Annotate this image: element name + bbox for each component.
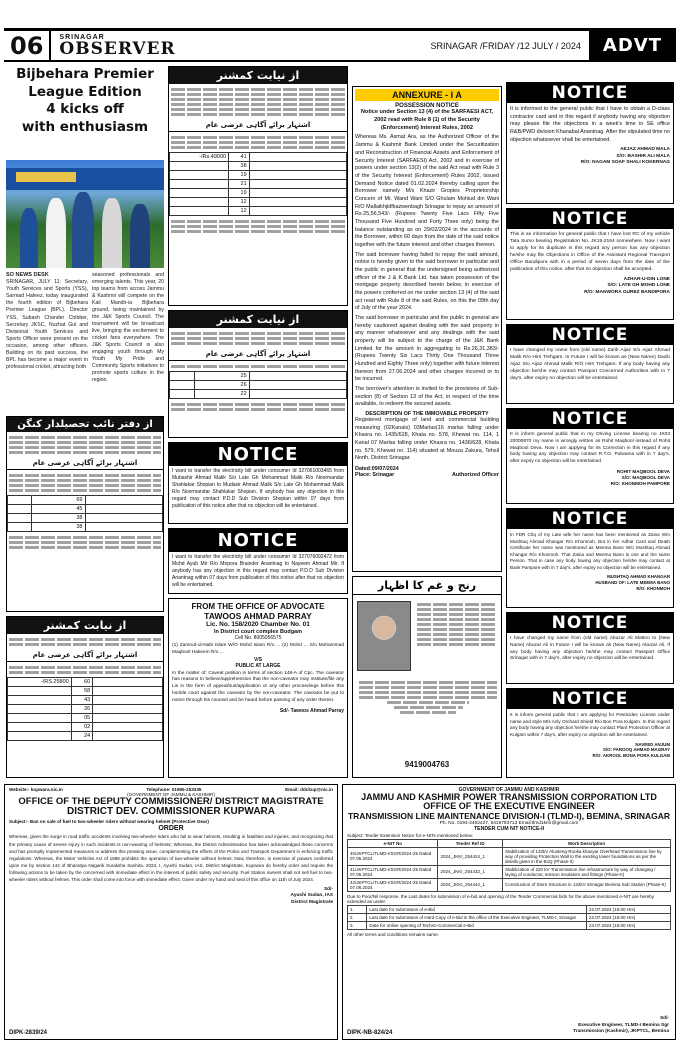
advocate-license: Lic. No. 158/2020 Chamber No. 01 <box>206 621 310 628</box>
urdu-notice-title: از نیابت کمشنر <box>169 311 347 328</box>
table-header: e-NIT No <box>348 839 438 847</box>
table-cell: Rs.49000/- <box>170 153 229 162</box>
table-header: Tender Ref ID <box>438 839 503 847</box>
table-row <box>348 905 671 913</box>
notice-title: NOTICE <box>507 325 673 345</box>
table-cell: Date for online opening of Techno-Commercial e-Bid <box>367 921 587 929</box>
table-header: Work Description <box>503 839 671 847</box>
notice-title: NOTICE <box>169 529 347 552</box>
notice-body: I want to transfer the electricity bill under consumer Id 327076092472 from Mohd Ayub Mir R/o Mirpora Brainder Anantnag to Nayeem Ahmad Mir. If anybody has any objection in this regard may contact P.D.D Sub Division Anantnag within 07 days from publication of this notice after that no objection will be entertained. <box>172 554 344 589</box>
notice-title: NOTICE <box>169 443 347 466</box>
section-label: ADVT <box>589 31 676 60</box>
notice-sign: R/O: NAGAM SOAF SHALI KOKERNAG <box>580 160 670 166</box>
notice-title: NOTICE <box>507 689 673 709</box>
table-cell: 41/JKPTCL/TLMD-I/SGR/2024-25 Dated 07.06.2024 <box>348 865 438 878</box>
table-cell: 26 <box>194 381 249 390</box>
jkptcl-title2: OFFICE OF THE EXECUTIVE ENGINEER <box>423 801 595 812</box>
urdu-notice-table <box>169 371 347 399</box>
jkptcl-sign: Executive Engineer, TLMD-I Bemina Sgr <box>578 1022 669 1028</box>
table-cell: 22 <box>194 390 249 399</box>
kupwara-subject: Subject:- Ban on sale of fuel to two-wheeler riders without wearing helmet (Protective Gear) <box>9 819 209 825</box>
urdu-notice-title: از نیابت کمشنر <box>7 617 163 634</box>
table-cell: 2. <box>348 913 367 921</box>
page-header <box>4 28 676 62</box>
kupwara-dipk: DIPK-2839/24 <box>9 1030 48 1036</box>
table-cell: 38 <box>32 523 85 532</box>
masthead <box>59 34 175 58</box>
kupwara-website: Website:- kupwara.nic.in <box>9 787 63 792</box>
notice-fdr-name <box>506 508 674 608</box>
notice-title: NOTICE <box>507 509 673 529</box>
headline-line: League Edition <box>28 83 142 100</box>
urdu-notice-subtitle: اشتہار برائے آگاہی عرضی عام <box>169 119 347 132</box>
jkptcl-nit: TENDER CUM NIT NOTICE-II <box>473 825 545 832</box>
table-cell: 60 <box>71 678 93 687</box>
notice-name-change-1 <box>506 324 674 404</box>
notice-sign: R/O: AKROOL BONA PORA KULGAM <box>592 753 670 759</box>
annexure-body: Whereas Ms. Asmat Ara, as the Authorized Officer of the Jammu & Kashmir Bank Limited under the Securitization and Reconstruction of Financial Assets and Enforcement of Security Interest (SARFAESI) Act, 2002 and in exercise of powers under section 13(2) of the said Act read with Rule 3 of the Security Interest (Enforcement) Rules 2002, issued Demand Notice dated 01.02.2024 thereby calling upon the Borrower namely M/s Khazir Gropies Proprietorship Concern of Mr. Wand Wani S/O Ghulam Mohiud din Wani R/O Mallaikhjidfkazwenbagh Srinagar to repay an amount of Rs.25,56,543/- (Rupees Twenty Five Lacs Fifty Five Thousand Five Hundred and Forty Three only) being the balance outstanding as on 29/02/2024 in the accounts of the Borrower, within 60 days from the date of the said notice together with the future interest and other charges thereon. <box>355 134 499 248</box>
right-notices-column <box>506 82 674 778</box>
jkptcl-dates-table <box>347 905 671 930</box>
table-cell: 19 <box>229 189 250 198</box>
table-cell: 38 <box>32 514 85 523</box>
advocate-parties: (1) Zamrud-ul-Nabi Islam W/O Mohd Islam R/o ... (2) Mohd ... S/o Mohammad Maqbool Hakeem R/o ... <box>172 643 344 655</box>
notice-body: This is an information for general public that I have lost RC of my vehicle Tata Sumo bearing Registration No. JK15-2164 somewhere. Now I want to apply for its duplicate in this regard any person has any objection he/she may file Objections in Office of the Assistant Regional Transport Office Bandipora with in a period of seven days from the date of the publication of this notice, after that no objection shall be accepted. <box>510 232 670 272</box>
table-cell: 45 <box>32 505 85 514</box>
table-cell: 02 <box>71 723 93 732</box>
table-cell: 42/JKPTCL/TLMD-I/SGR/2024-25 Dated 07.06.2024 <box>348 878 438 891</box>
notice-sign: S/O: LATE GH MOHD LONE <box>607 283 670 289</box>
kupwara-body: Whereas, given the surge in road traffic accidents involving two-wheeler riders who fail to wear helmets, resulting in fatalities and injuries, and recognizing that the primary cause of severe injury in such incidents is non-wearing of helmets; Whereas, the District Administration has taken acknowledged these concerns and has promptly implemented measures to address this pressing issue, complementing the efforts of the Police and Transport Department in enforcing traffic regulations. Whereas, the Motor Vehicles Act of 1988 prohibits the operation of two-wheeler without helmet; Now, therefore, in exercise of powers conferred upon me by section 144 of Bharatiya Nagarik Suraksha Sanhita, 2023, I, Ayushi Sudan, IAS, District Magistrate, Kupwara do hereby order and require the following actions to be taken by the concerned with immediate effect in the interest of public safety and security. Fuel Station owners shall not sell fuel to two-wheeler riders without helmet. This order shall come into force with immediate effect. Given under my hand and seal of this office on 11th of July 2024. <box>9 834 333 883</box>
notice-title: NOTICE <box>507 613 673 633</box>
table-cell: Last date for submission of e-Bid <box>367 905 587 913</box>
kupwara-order-label: ORDER <box>158 825 184 833</box>
kupwara-title2: DISTRICT DEV. COMMISSIONER KUPWARA <box>67 805 275 817</box>
table-cell: Last date for submission of Hard Copy of e-Bid in the office of the Executive Engineer, TLMD-I, Srinagar <box>367 913 587 921</box>
kupwara-telephone: Telephone: 01955-253335 <box>146 787 202 792</box>
notice-sign: MUSHTAQ AHMAD KHANGAR <box>607 574 670 580</box>
notice-driving-license <box>506 408 674 504</box>
urdu-notice-table <box>169 152 347 216</box>
obituary-notice <box>352 576 502 778</box>
annexure-title: ANNEXURE - I A <box>355 89 499 101</box>
masthead-title: OBSERVER <box>59 38 176 59</box>
annexure-body: The borrower's attention is invited to the provisions of Sub-section (8) of Section 13 of the Act, in respect of the time available, to redeem the secured assets. <box>355 385 499 408</box>
urdu-notice-3 <box>6 416 164 612</box>
advocate-title: FROM THE OFFICE OF ADVOCATE <box>191 602 325 611</box>
annexure-signatory: Authorized Officer <box>451 472 499 479</box>
table-cell: 58 <box>71 687 93 696</box>
urdu-notice-text <box>169 84 347 119</box>
kupwara-email: Email: ddckup@nic.in <box>285 787 333 792</box>
urdu-notice-subtitle: اشتہار برائے آگاہی عرضی عام <box>7 457 163 470</box>
table-cell: 2024_JKKI_254424_1 <box>438 847 503 865</box>
table-cell: 21 <box>229 180 250 189</box>
article-photo <box>6 160 164 268</box>
kupwara-sign: District Magistrate <box>291 899 333 905</box>
advocate-body: In the matter of: Caveat petition in terms of section 148-A of Cpc. The caveator has reasons to believe/apprehension that the non-caveator may institute/file any Lis in the form of appeal/suit/application or any other proceedings before this honble court against the caveator by the non-caveator. The caveator be put to notice through his counsel and be heard before passing of any order therein. <box>172 670 344 703</box>
jkptcl-subject: Subject: Tender Extension Notice for e-NITs mentioned below: <box>347 832 474 838</box>
notice-sign: S/O: BASHIR ALI MALA <box>616 153 670 159</box>
table-cell: Stabilization of 132kV Alusteng-Rooka khanyar Overhead Transmission line by way of providing Protection Wall to the existing tower foundations as per the details given in the BoQ (Phase-II) <box>503 847 671 865</box>
notice-title: NOTICE <box>507 209 673 229</box>
table-cell: 40/JKPTCL/TLMD-I/SGR/2024-25 Dated 07.06.2024 <box>348 847 438 865</box>
dateline: SRINAGAR /FRIDAY /12 JULY / 2024 <box>430 40 581 51</box>
table-cell: 12 <box>229 198 250 207</box>
notice-sign: NAVEED ANJUM <box>635 741 670 747</box>
advocate-public: PUBLIC AT LARGE <box>235 662 281 669</box>
urdu-notice-table <box>7 677 163 741</box>
notice-sign: S/O: FAROOQ AHMAD MAGRAY <box>603 747 670 753</box>
obituary-phone: 9419004763 <box>404 760 450 769</box>
notice-sign: AEJAZ AHMAD MALA <box>620 147 670 153</box>
annexure-notice <box>352 86 502 572</box>
notice-sign: ROHIT MAQBOOL DEVA <box>616 468 670 474</box>
advocate-vs: V/S <box>253 656 263 663</box>
jkptcl-title1: JAMMU AND KASHMIR POWER TRANSMISSION CORPORATION LTD <box>361 792 657 802</box>
jkptcl-dipk: DIPK-NB-824/24 <box>347 1030 393 1036</box>
notice-sign: HUSBAND OF: LATE MEEMA BANO <box>595 579 670 585</box>
table-row <box>348 865 671 878</box>
notice-name-change-2 <box>506 612 674 684</box>
annexure-place: Place: Srinagar <box>355 472 395 479</box>
table-cell: 3. <box>348 921 367 929</box>
urdu-notice-1 <box>168 66 348 306</box>
notice-sign: R/O: KHONMOH PAMPORE <box>610 480 670 486</box>
notice-body: I have changed my name from (old name) Zarib Aijaz S/o Aijaz Ahmad Malik R/o Hirri Trehgam. In Future I will be known as (New Name) Dazib Aijaz S/o Aijaz Ahmad Malik R/O Hirri Trehgam. If any body having any objection he/she may contact Passport Concerned Authorities with in 7 day's, after expiry no objection will be entertained. <box>510 348 670 381</box>
jkptcl-dates-title: Due to Poor/Nil response, the Last dates for submission of e-bid and opening of the Tender Commercial bids for the above mentioned e-NIT are hereby extended as under: <box>347 893 655 904</box>
headline-line: with enthusiasm <box>21 118 149 135</box>
urdu-notice-subtitle: اشتہار برائے آگاہی عرضی عام <box>7 649 163 662</box>
table-cell: RS.25800/- <box>8 678 72 687</box>
notice-body: I have changed my name from (old name) Abuzar Ali Mattoo to (New Name) Abuzar Ali In Future I will be known as (New Name) Abuzar Ali. If any body having any objection he/she may contact Passport Office Srinagar with in 7 day's, after expiry no objection will be entertained. <box>510 636 670 662</box>
advocate-sign: Sd/- Tawoos Ahmad Parray <box>279 707 344 714</box>
jkptcl-sign: Sd/- <box>659 1016 669 1022</box>
jkptcl-table <box>347 839 671 892</box>
article-col1 <box>6 272 88 412</box>
notice-sign: R/O: MANWORA GUREZ BANDIPORA <box>584 289 670 295</box>
notice-sign: S/O: MAQBOOL DEVA <box>621 474 670 480</box>
kupwara-sign: Sd/- <box>323 887 333 893</box>
notice-sign: AZHAR-U-DIN LONE <box>623 276 670 282</box>
annexure-subtitle: POSSESSION NOTICE <box>395 103 459 109</box>
table-cell: 24 <box>71 732 93 741</box>
notice-body: In FDR Chq of my Late wife her name has been mentioned as Zaina W/o Mushtaq Ahmad Khangar R/o Khonmoh. But in her Adhar Card and Death Certificate her name was mentioned as Meema Bano W/o Mushtaq Ahmad Khangar R/o Khonmoh. That Zaina and Meema Bano is one and the same Person. That in case any body having any objection he/she may contact at Bank Pampore with in 7 day's, after expiry no objection will be entertained. <box>510 532 670 570</box>
page-number: 06 <box>4 31 51 60</box>
notice-title: NOTICE <box>507 83 673 103</box>
notice-sign: R/O: KHONMOH <box>636 585 670 591</box>
masthead-city: SRINAGAR <box>59 33 105 41</box>
notice-body: It is inform general public that I am applying for Pesticides License under name and style M/s Azly Orchard Shield R/o Bon Pora Kulgam. In this regard any body having any objection he/she may contact Plant Protection Officer at Kulgam within 7 day's, after expiry no objection will be entertained. <box>510 712 670 738</box>
article-byline: SO NEWS DESK <box>6 272 49 278</box>
table-cell: 12 <box>229 207 250 216</box>
table-cell: 38 <box>229 162 250 171</box>
notice-dclass <box>506 82 674 204</box>
table-cell: 2024_JKKI_254432_1 <box>438 865 503 878</box>
annexure-dated: Dated:09/07/2024 <box>355 466 399 473</box>
annexure-body: The said borrower having failed to repay the said amount, notice is hereby given to the said borrower in particular and the public in general that the undersigned being authorized officer of the J & K Bank Ltd. has taken possession of the mortgage property described herein below, in exercise of the powers conferred on me under section 13 (4) of the said act read with Rule 8 of the said Rules, on this the 09th day of July of the year 2024. <box>355 251 499 312</box>
annexure-property-title: DESCRIPTION OF THE IMMOVABLE PROPERTY <box>365 411 489 417</box>
table-row <box>348 878 671 891</box>
jkptcl-sign: Transmission (Kashmir), JKPTCL, Bemina <box>573 1028 669 1034</box>
jkptcl-notice <box>342 784 676 1040</box>
urdu-notice-title: از نیابت کمشنر <box>169 67 347 84</box>
jkptcl-gov: GOVERNMENT OF JAMMU AND KASHMIR <box>458 787 560 793</box>
kupwara-sign: Ayushi Sudan, IAS <box>290 893 333 899</box>
table-cell: 23.07.2024 (16:00 Hrs) <box>587 921 671 929</box>
headline-line: Bijbehara Premier <box>16 66 154 82</box>
table-row <box>348 847 671 865</box>
urdu-notice-4 <box>6 616 164 778</box>
obituary-photo <box>357 601 411 671</box>
article-text: seasoned professionals and emerging talents. This year, 20 top teams from across Jammu & Kashmir will compete on the Kali Mandir-ia Bijbehara ground, being maintained by the J&K Sports Council. The tournament will be broadcast live, bringing the excitement to cricket fans everywhere. The J&K Sports Council is also engaging youth through My Youth My Pride and Community Sports initiatives to promote sports culture in the region. <box>92 272 164 384</box>
table-cell: 22.07.2024 (16:00 Hrs) <box>587 905 671 913</box>
advocate-court: In District court complex Budgam <box>213 629 302 635</box>
notice-pesticides <box>506 688 674 778</box>
table-cell: 25 <box>194 372 249 381</box>
advocate-cell: Cell No. 8005056575 <box>234 635 282 641</box>
annexure-body: The said borrower in particular and the public in general are hereby cautioned against dealing with the said property in any manner whatsoever and any dealings with the said property will be subject to the charge of the J&K Bank Limited for the amount in aggregating to Rs.26,31,383/- (Rupees Twenty Six Lacs Thirty One Thousand Three Hundred and Eighty Three only) together with future interest thereon from 27.06.2024 and other charges incurred or to be incurred. <box>355 314 499 383</box>
kupwara-gov: (GOVERNMENT OF JAMMU & KASHMIR) <box>127 792 215 797</box>
table-cell: Construction of Store Structure in 132kV Srinagar Bemina Sub Station (Phase-II) <box>503 878 671 891</box>
table-cell: 2024_JKKI_254442_1 <box>438 878 503 891</box>
jkptcl-contact: Ph. No. 0194-2492427, 9419783713 Email:tlmd1kmr@gmail.com <box>439 820 579 826</box>
notice-electricity-2 <box>168 528 348 594</box>
annexure-property: Registered mortgage of land and commercial building measuring (02Kanals) 03Marlas(16 marlas falling under Khasra no. 1435/628, Khata no. 578, Khewat no. 114, 1 Kanal 07 Marlas falling under Khasra no. 1436/628, Khata no. 579, Khewat no. 114) situated at Mouza Zakura, Tehsil North, District Srinagar. <box>355 417 499 462</box>
article-col2 <box>92 272 164 412</box>
annexure-subtitle2: Notice under Section 13 (4) of the SARFAESI ACT, 2002 read with Rule 8 (1) of the Security (Enforcement) Interest Rules, 2002 <box>360 109 494 131</box>
notice-body: It is informed to the general public that I have to obtain a D-class contractor card and in this regard if anybody having any objection may please file the objections in a week's time in SE office R&B/PWD division Khanabal Anantnag. After the stipulated time no objection whatsoever shall be entertained. <box>510 106 671 143</box>
notice-body: I want to transfer the electricity bill under consumer Id 327061003465 from Mubashir Ahmad Malik S/o Late Gh Mohammad Malik R/o Noormandar Shahlakar Shopian to Mudasir Ahmad Malik S/o Late Gh Mohammad Malik R/o Noormandar Shahlakar Shopian. If anybody has any objection in this regard may contact P.D.D Sub Division Shopian within 07 days from publication of this notice after that no objection will be entertained. <box>172 468 344 510</box>
notice-body: It is inform general public that in my Driving License bearing no JK03 20000870 my name is wrongly written as Rohit Maqbool instead of Rohit Maqbool Deva. Now I am applying for its Correction in this regard if any body having any objection may contact R.T.O. Pulwama with in 7 day's, after expiry no objection will be entertained. <box>510 432 670 465</box>
urdu-notice-title: از دفتر نائب تحصیلدار کنگن <box>7 417 163 432</box>
table-cell: 43 <box>71 696 93 705</box>
kupwara-title1: OFFICE OF THE DEPUTY COMMISSIONER/ DISTRICT MAGISTRATE <box>18 796 324 807</box>
table-cell: 26 <box>71 705 93 714</box>
urdu-notice-subtitle: اشتہار برائے آگاہی عرضی عام <box>169 348 347 361</box>
table-row <box>348 913 671 921</box>
article-text: SRINAGAR, JULY 11: Secretary, Youth Services and Sports (YSS), Sarmad Hafeez, today inaugurated the fourth edition of Bijbehara Premier League (BPL). Director YSS, Subash Chander Chibber, Secretary JKSC, Nuzhat Gul and Divisional Youth Services and Sports Officer were present on the occasion, among other officers. Building on its past success, the BPL has become a major event in professional cricket, attracting both <box>6 279 88 370</box>
advocate-notice <box>168 598 348 778</box>
table-cell: Stabilization of 220 kV Transmission line infrastructure by way of changing / laying of conductor, tension insulators and fittings (Phase-II) <box>503 865 671 878</box>
table-cell: 69 <box>32 496 85 505</box>
table-cell: 19 <box>229 171 250 180</box>
table-row <box>348 921 671 929</box>
notice-title: NOTICE <box>507 409 673 429</box>
kupwara-order <box>4 784 338 1040</box>
jkptcl-title3: TRANSMISSION LINE MAINTENANCE DIVISION-I (TLMD-I), BEMINA, SRINAGAR <box>347 810 671 821</box>
urdu-notice-table <box>7 495 163 532</box>
jkptcl-footer-note: All other terms and conditions remains same. <box>347 931 439 937</box>
obituary-title: رنج و غم کا اظہار <box>353 577 501 595</box>
headline-line: 4 kicks off <box>46 101 124 118</box>
table-cell: 22.07.2024 (16:00 Hrs) <box>587 913 671 921</box>
table-cell: 05 <box>71 714 93 723</box>
table-cell: 1. <box>348 905 367 913</box>
table-cell: 41 <box>229 153 250 162</box>
notice-lost-rc <box>506 208 674 320</box>
urdu-notice-2 <box>168 310 348 438</box>
article-headline <box>6 66 164 156</box>
advocate-name: TAWOOS AHMAD PARRAY <box>204 611 312 621</box>
notice-electricity-1 <box>168 442 348 524</box>
